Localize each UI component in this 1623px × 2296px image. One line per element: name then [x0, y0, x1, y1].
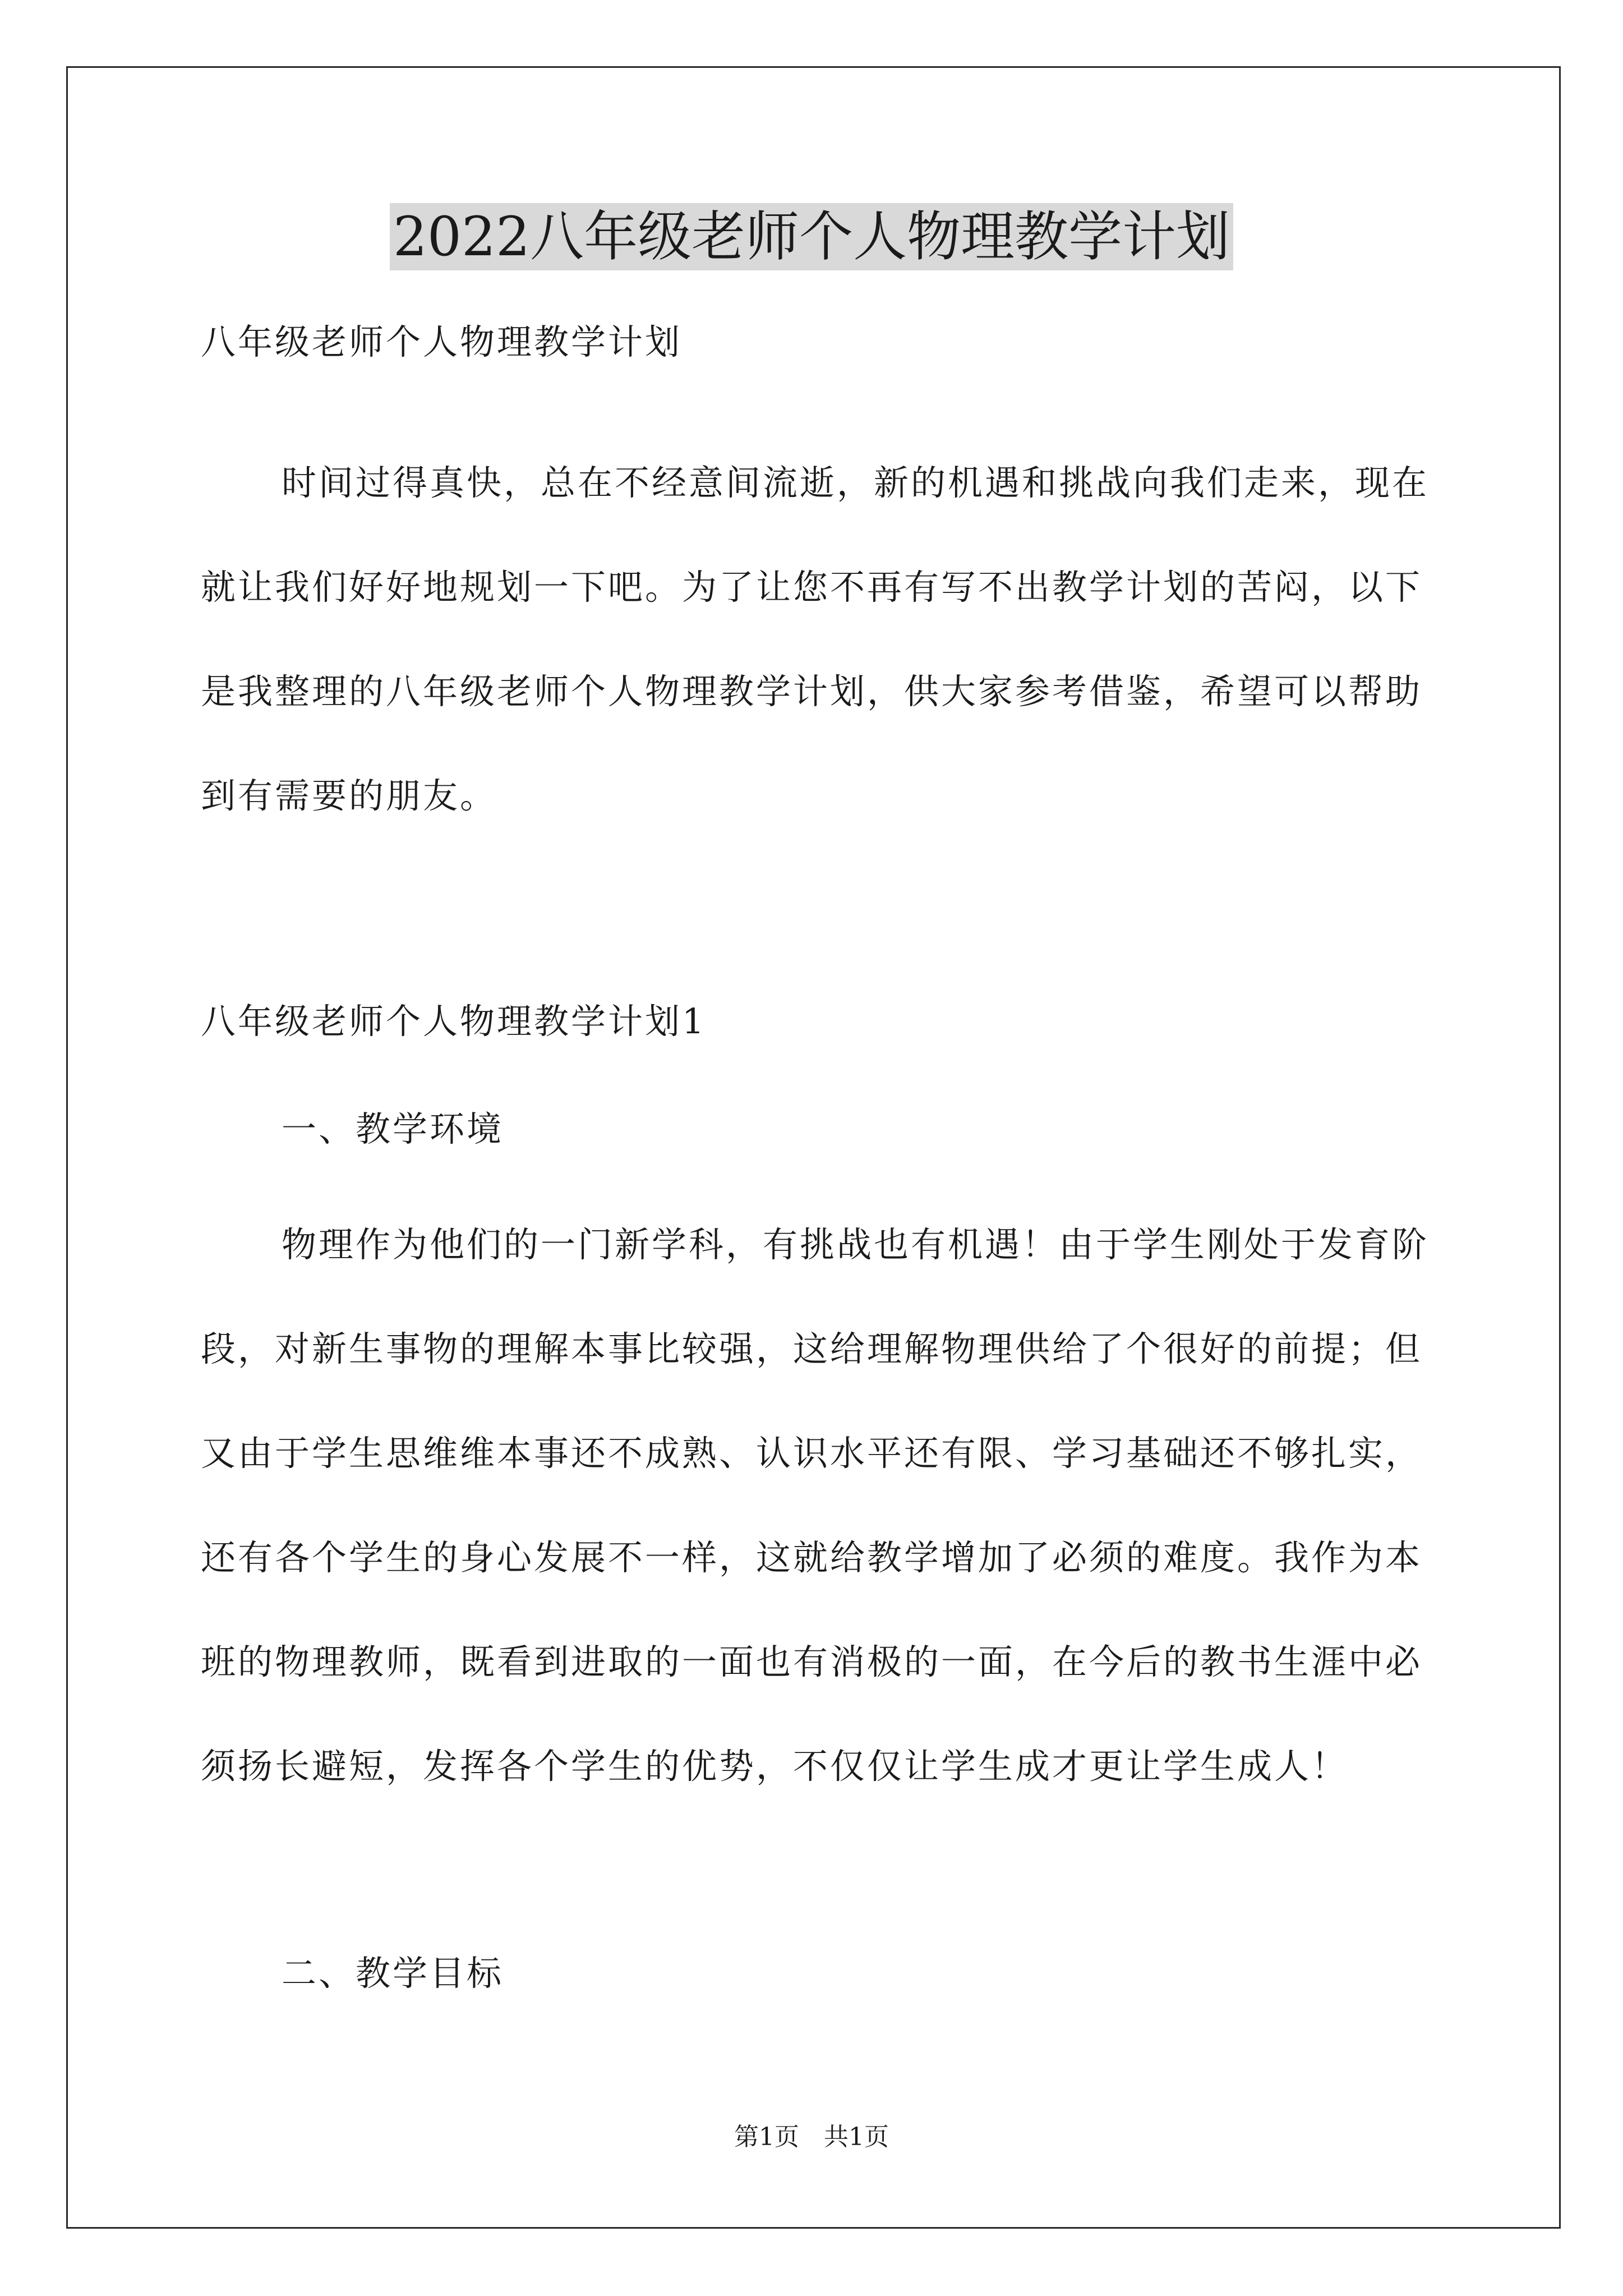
- page-footer: 第1页 共1页: [734, 2123, 889, 2151]
- heading-teaching-environment: 一、教学环境: [282, 1108, 504, 1149]
- document-title: [0, 201, 1623, 273]
- heading-teaching-goals: 二、教学目标: [282, 1953, 504, 1994]
- intro-paragraph: 时间过得真快，总在不经意间流逝，新的机遇和挑战向我们走来，现在就让我们好好地规划一下吧。为了让您不再有写不出教学计划的苦闷，以下是我整理的八年级老师个人物理教学计划，供大家参考借鉴，希望可以帮助到有需要的朋友。: [201, 462, 1430, 816]
- section-title: 八年级老师个人物理教学计划1: [201, 1001, 707, 1042]
- document-title-text: 2022八年级老师个人物理教学计划: [390, 203, 1233, 270]
- teaching-environment-paragraph: 物理作为他们的一门新学科，有挑战也有机遇！由于学生刚处于发育阶段，对新生事物的理解本事比较强，这给理解物理供给了个很好的前提；但又由于学生思维维本事还不成熟、认识水平还有限、学习基础还不够扎实，还有各个学生的身心发展不一样，这就给教学增加了必须的难度。我作为本班的物理教师，既看到进取的一面也有消极的一面，在今后的教书生涯中必须扬长避短，发挥各个学生的优势，不仅仅让学生成才更让学生成人！: [201, 1224, 1430, 1787]
- document-subtitle: 八年级老师个人物理教学计划: [201, 321, 683, 362]
